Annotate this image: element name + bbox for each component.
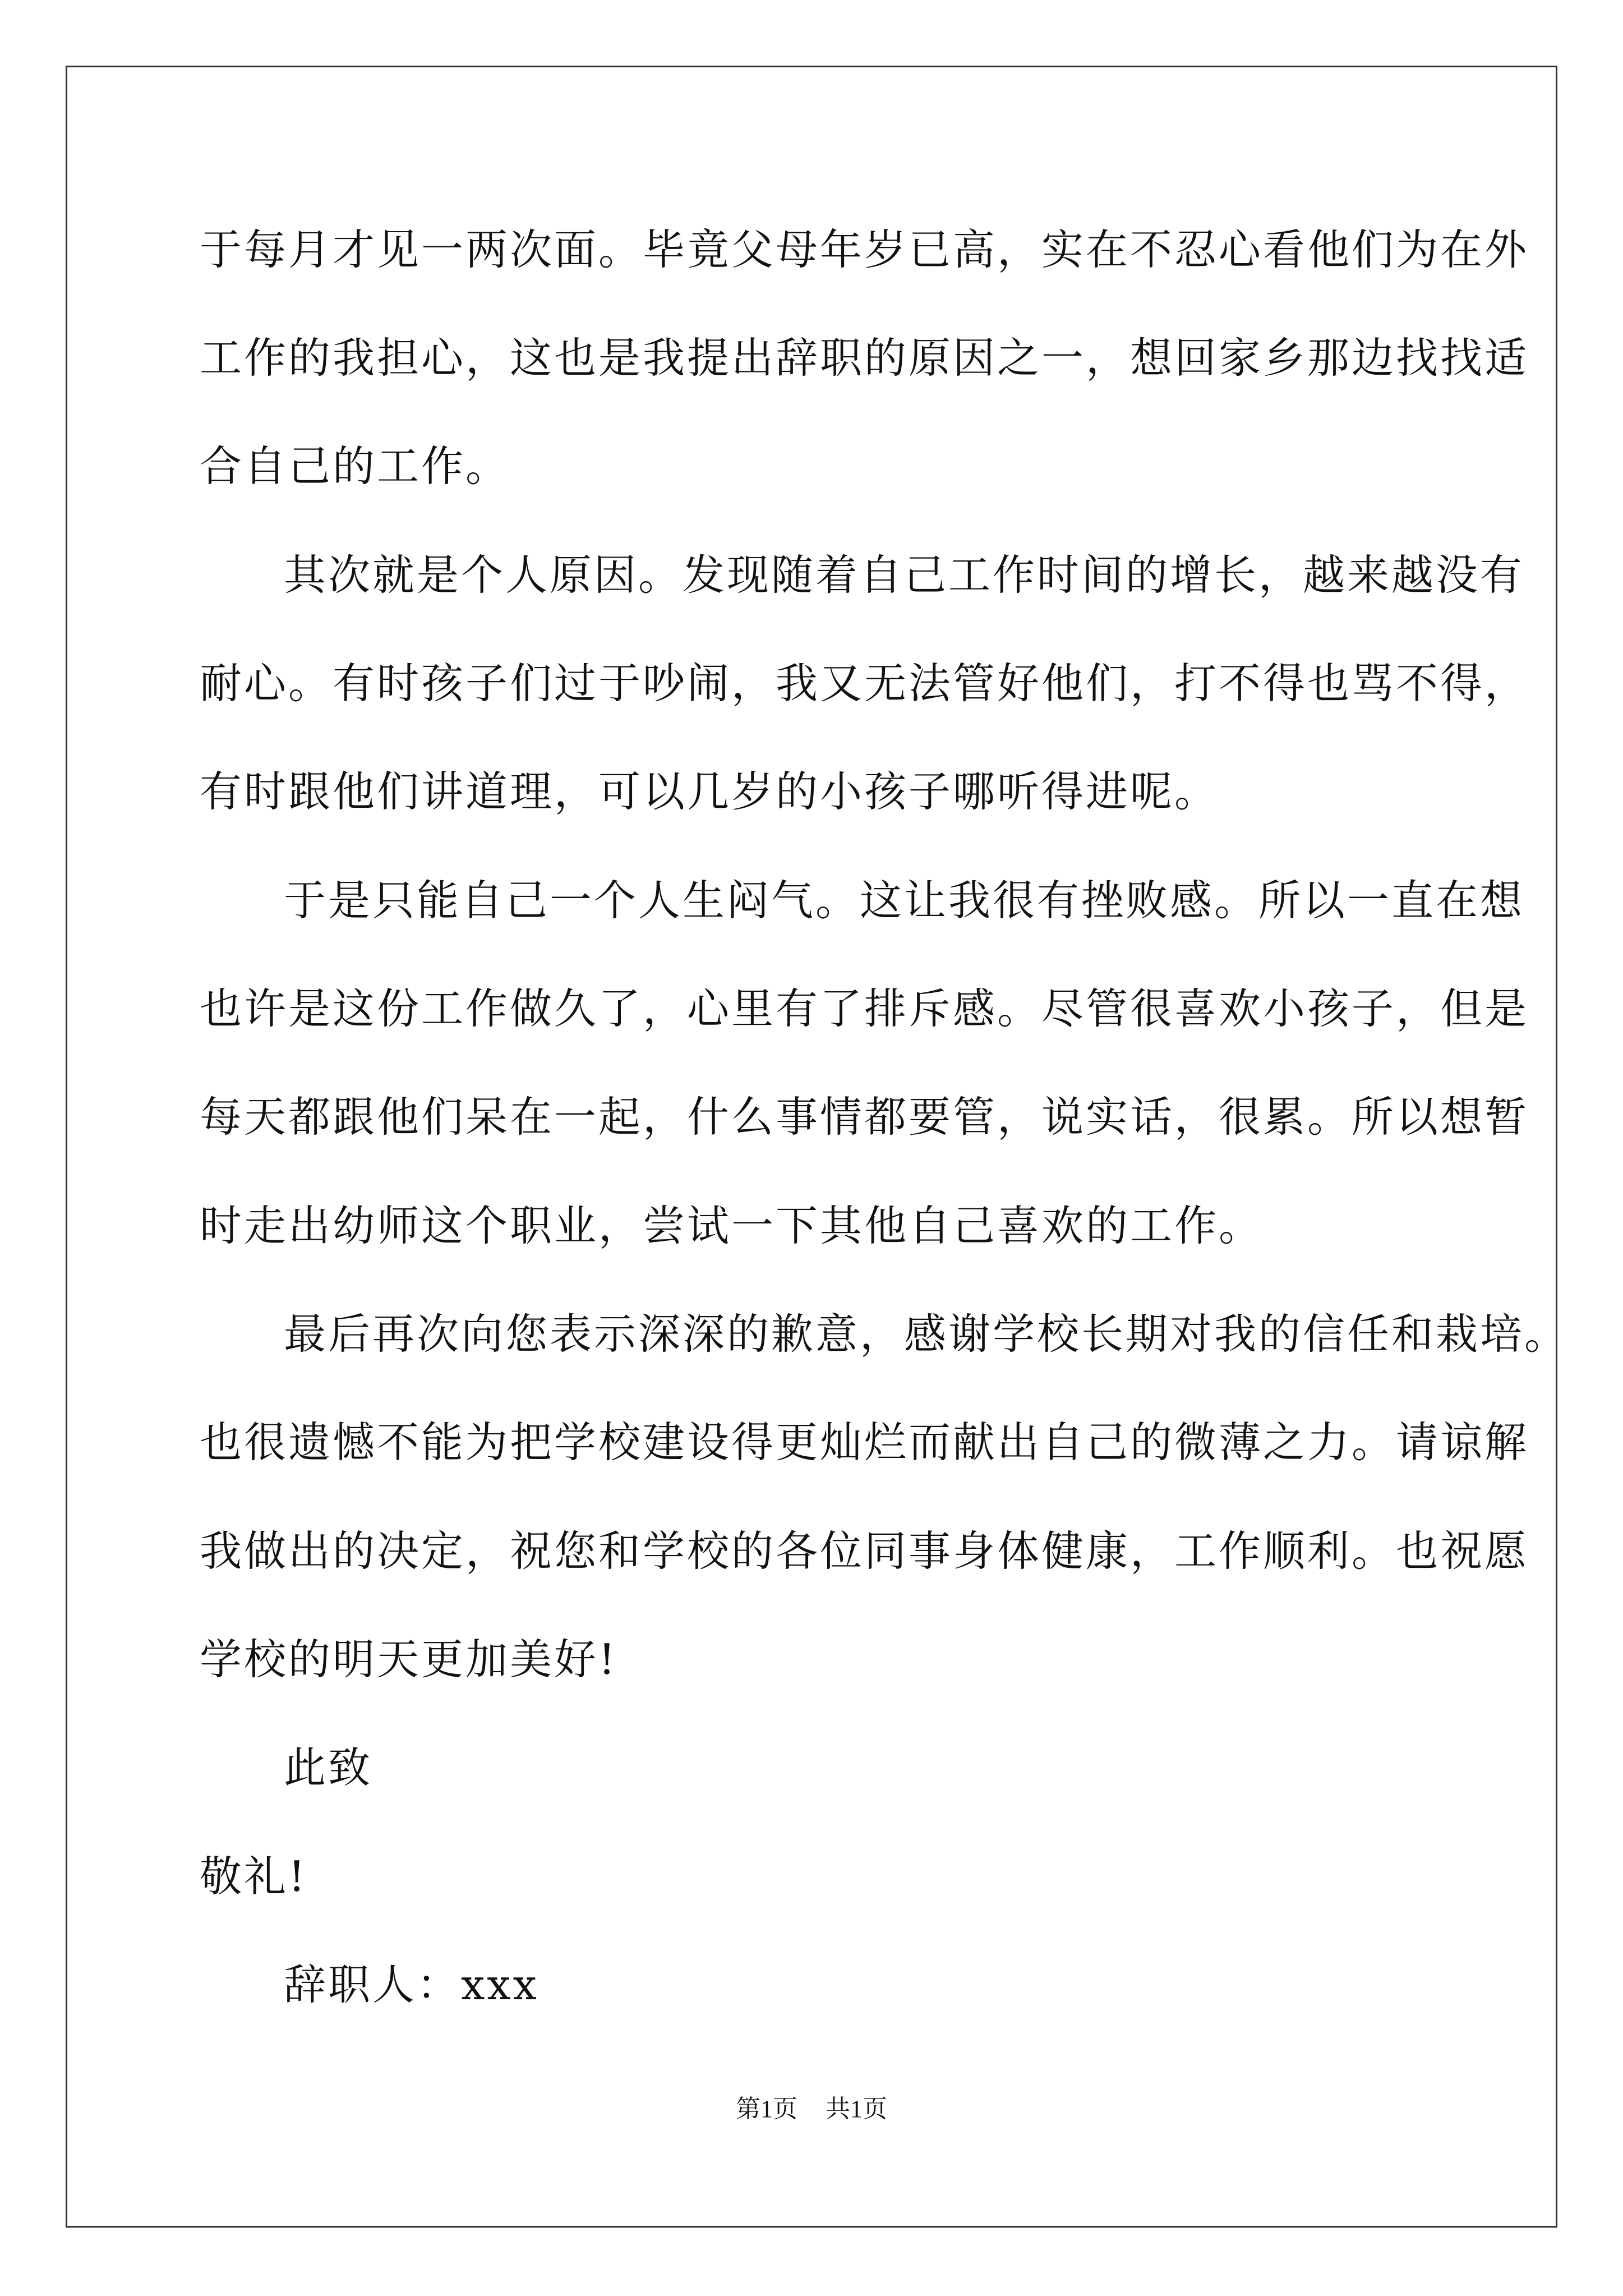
page-footer	[0, 2092, 1623, 2126]
signature-line: 辞职人：xxx	[284, 1960, 539, 2009]
text-line: 我做出的决定，祝您和学校的各位同事身体健康，工作顺利。也祝愿	[200, 1526, 1529, 1576]
text-line: 于每月才见一两次面。毕竟父母年岁已高，实在不忍心看他们为在外	[200, 225, 1529, 274]
text-line: 有时跟他们讲道理，可以几岁的小孩子哪听得进呢。	[200, 767, 1219, 816]
page-total: 共1页	[826, 2095, 887, 2123]
closing-salutation: 此致	[284, 1743, 373, 1792]
text-line: 也很遗憾不能为把学校建设得更灿烂而献出自己的微薄之力。请谅解	[200, 1418, 1529, 1467]
text-line: 耐心。有时孩子们过于吵闹，我又无法管好他们，打不得也骂不得，	[200, 659, 1529, 708]
paragraph-first-line: 其次就是个人原因。发现随着自己工作时间的增长，越来越没有	[284, 550, 1525, 600]
text-line: 合自己的工作。	[200, 441, 510, 491]
closing-regards: 敬礼!	[200, 1852, 308, 1901]
paragraph-first-line: 最后再次向您表示深深的歉意，感谢学校长期对我的信任和栽培。	[284, 1309, 1569, 1359]
text-line: 每天都跟他们呆在一起，什么事情都要管，说实话，很累。所以想暂	[200, 1092, 1529, 1142]
text-line: 学校的明天更加美好!	[200, 1635, 618, 1684]
text-line: 也许是这份工作做久了，心里有了排斥感。尽管很喜欢小孩子，但是	[200, 984, 1529, 1033]
text-line: 时走出幼师这个职业，尝试一下其他自己喜欢的工作。	[200, 1201, 1264, 1250]
page-number: 第1页	[736, 2095, 797, 2123]
text-line: 工作的我担心，这也是我提出辞职的原因之一，想回家乡那边找找适	[200, 333, 1529, 383]
paragraph-first-line: 于是只能自己一个人生闷气。这让我很有挫败感。所以一直在想	[284, 876, 1525, 925]
